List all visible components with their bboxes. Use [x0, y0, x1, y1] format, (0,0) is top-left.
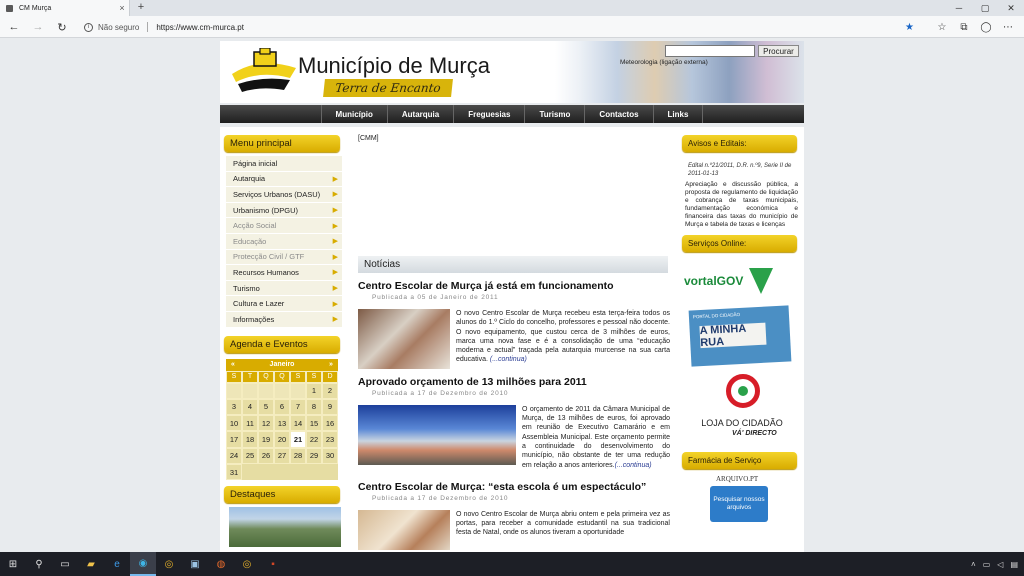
calendar-grid — [226, 371, 338, 481]
calendar-day[interactable]: 3 — [226, 399, 242, 415]
menu-item[interactable] — [226, 172, 342, 188]
calendar-day[interactable]: 23 — [322, 431, 338, 447]
calendar — [226, 359, 338, 481]
calendar-day[interactable]: 1 — [306, 383, 322, 399]
news-title: Notícias — [358, 256, 668, 273]
calendar-day[interactable]: 14 — [290, 415, 306, 431]
calendar-today[interactable]: 21 — [290, 431, 306, 447]
menu-item-label: Acção Social — [233, 221, 277, 231]
chevron-right-icon: ▶ — [332, 269, 338, 277]
article-body — [358, 309, 670, 365]
calendar-day[interactable]: 10 — [226, 415, 242, 431]
close-window-icon[interactable]: ✕ — [1007, 2, 1015, 13]
menu-item[interactable] — [226, 265, 342, 281]
article-date: Publicada a 17 de Dezembro de 2010 — [372, 389, 509, 397]
favicon-icon — [6, 5, 13, 12]
site-header — [220, 41, 804, 103]
news-article — [358, 372, 670, 470]
destaques-image[interactable] — [229, 507, 341, 547]
not-secure-label: Não seguro — [98, 22, 140, 32]
calendar-empty-cell — [290, 383, 306, 399]
menu-item[interactable] — [226, 250, 342, 266]
chevron-right-icon: ▶ — [332, 238, 338, 246]
calendar-day[interactable]: 8 — [306, 399, 322, 415]
chevron-right-icon: ▶ — [332, 175, 338, 183]
ie-icon[interactable]: e — [114, 558, 120, 570]
calendar-weekday: D — [322, 371, 338, 383]
calendar-day[interactable]: 24 — [226, 448, 242, 464]
calendar-day[interactable]: 27 — [274, 448, 290, 464]
calendar-day[interactable]: 31 — [226, 464, 242, 480]
article-body — [358, 405, 670, 470]
menu-item[interactable] — [226, 234, 342, 250]
calendar-weekday: Q — [274, 371, 290, 383]
calendar-day[interactable]: 15 — [306, 415, 322, 431]
vortal-v-icon — [749, 268, 773, 294]
volume-icon[interactable]: ◁ — [997, 559, 1004, 569]
minha-rua-text: A MINHA RUA — [699, 323, 766, 348]
va-directo-text: VÁ' DIRECTO — [732, 430, 777, 437]
menu-item[interactable] — [226, 187, 342, 203]
servicos-title: Serviços Online: — [682, 235, 797, 252]
search-icon[interactable]: ⚲ — [35, 558, 43, 570]
calendar-day[interactable]: 17 — [226, 431, 242, 447]
edital-reference[interactable]: Edital n.º21/2011, D.R. n.º9, Serie II de 2011-01-13 — [688, 163, 792, 177]
menu-item-label: Educação — [233, 236, 267, 246]
calendar-day[interactable]: 11 — [242, 415, 258, 431]
chevron-right-icon: ▶ — [332, 300, 338, 308]
app-icon[interactable]: ▣ — [190, 558, 200, 570]
right-column — [682, 135, 798, 522]
minha-rua-banner[interactable] — [689, 305, 792, 366]
agenda-title: Agenda e Eventos — [224, 336, 340, 353]
calendar-empty-cell — [242, 383, 258, 399]
news-article — [358, 280, 670, 365]
search-input[interactable] — [665, 45, 755, 57]
vortalgov-text: vortalGOV — [684, 274, 744, 288]
info-icon[interactable]: i — [84, 23, 93, 32]
article-text: O novo Centro Escolar de Murça recebeu esta terça-feira todos os alunos do 1.º Ciclo do concelho, professores e pessoal não docente. O novo equipamento, que custou cerca de 3 milhões de euros, marca uma nova fase e é a consolidação de uma “educação moderna e actual” traçada pela autarquia murcense na sua carta educativa. — [456, 310, 670, 364]
top-menu-freguesias[interactable]: Freguesias — [453, 105, 524, 123]
destaques-title: Destaques — [224, 486, 340, 503]
farmacia-title: Farmácia de Serviço — [682, 452, 797, 469]
article-date: Publicada a 05 de Janeiro de 2011 — [372, 294, 499, 301]
calendar-day[interactable]: 13 — [274, 415, 290, 431]
calendar-day[interactable]: 30 — [322, 448, 338, 464]
menu-item[interactable] — [226, 312, 342, 328]
menu-item[interactable] — [226, 218, 342, 234]
profile-icon[interactable]: ◯ — [980, 21, 992, 33]
collections-icon[interactable]: ⧉ — [960, 21, 968, 33]
chevron-right-icon: ▶ — [332, 253, 338, 261]
loja-cidadao-text: LOJA DO CIDADÃO — [701, 418, 783, 428]
new-tab-button[interactable]: + — [137, 1, 145, 13]
calendar-day[interactable]: 18 — [242, 431, 258, 447]
calendar-day[interactable]: 9 — [322, 399, 338, 415]
back-button[interactable]: ← — [8, 21, 20, 33]
chevron-right-icon: ▶ — [332, 316, 338, 324]
content-area — [220, 127, 804, 552]
minimize-icon[interactable]: ─ — [955, 3, 963, 13]
chevron-right-icon: ▶ — [332, 191, 338, 199]
loja-cidadao-banner[interactable] — [692, 374, 792, 444]
article-title[interactable]: Centro Escolar de Murça já está em funcionamento — [358, 280, 614, 292]
browser-tools — [934, 19, 1016, 35]
center-column — [358, 135, 670, 552]
arquivo-search-button[interactable]: Pesquisar nossos arquivos — [710, 486, 768, 522]
top-menu-municipio[interactable]: Município — [321, 105, 387, 123]
site-title: Município de Murça — [298, 53, 490, 78]
calendar-empty-cell — [258, 383, 274, 399]
forward-button[interactable]: → — [32, 21, 44, 33]
top-menu-autarquia[interactable]: Autarquia — [387, 105, 453, 123]
chevron-right-icon: ▶ — [332, 222, 338, 230]
article-thumbnail[interactable] — [358, 309, 450, 369]
calendar-day[interactable]: 26 — [258, 448, 274, 464]
calendar-header — [226, 359, 338, 371]
weather-link[interactable]: Meteorologia (ligação externa) — [620, 59, 708, 66]
calendar-day[interactable]: 7 — [290, 399, 306, 415]
edital-description: Apreciação e discussão pública, a proposta de regulamento de liquidação e cobrança de taxas municipais, fundamentação económica e financeira das taxas do município de Murça e tabela de taxas e licenças — [685, 181, 798, 228]
menu-item[interactable] — [226, 281, 342, 297]
calendar-day[interactable]: 25 — [242, 448, 258, 464]
calendar-weekday: T — [242, 371, 258, 383]
main-menu-title: Menu principal — [224, 135, 340, 152]
calendar-day[interactable]: 20 — [274, 431, 290, 447]
site-container — [220, 41, 804, 552]
calendar-weekday: Q — [258, 371, 274, 383]
main-menu — [226, 156, 342, 328]
calendar-day[interactable]: 4 — [242, 399, 258, 415]
more-menu-icon[interactable]: ⋯ — [1003, 21, 1013, 33]
top-menu-turismo[interactable]: Turismo — [524, 105, 584, 123]
calendar-prev-button[interactable]: « — [231, 361, 235, 369]
article-body — [358, 510, 670, 538]
calendar-weekday: S — [306, 371, 322, 383]
calendar-next-button[interactable]: » — [329, 361, 333, 369]
reload-button[interactable]: ↻ — [57, 21, 67, 34]
window-controls — [946, 0, 1024, 16]
top-menu — [220, 105, 804, 123]
avisos-title: Avisos e Editais: — [682, 135, 797, 152]
calendar-weekday: S — [226, 371, 242, 383]
article-thumbnail[interactable] — [358, 405, 516, 465]
slogan: Terra de Encanto — [323, 79, 453, 97]
favorite-star-icon[interactable]: ★ — [905, 21, 914, 33]
chevron-right-icon: ▶ — [332, 207, 338, 215]
arquivo-title: ARQUIVO.PT — [716, 475, 759, 483]
article-title[interactable]: Aprovado orçamento de 13 milhões para 2011 — [358, 375, 587, 388]
calendar-day[interactable]: 2 — [322, 383, 338, 399]
article-text: O novo Centro Escolar de Murça abriu ontem e pela primeira vez as portas, para receber a comunidade estudantil na sua tradicional festa de Natal, onde os alunos tiveram a oportunidade — [456, 510, 670, 537]
calendar-weekday: S — [290, 371, 306, 383]
menu-item-label: Autarquia — [233, 174, 266, 184]
taskbar — [0, 552, 1024, 576]
menu-item-label: Recursos Humanos — [233, 267, 299, 277]
menu-item-label: Página inicial — [233, 158, 278, 168]
calendar-day[interactable]: 6 — [274, 399, 290, 415]
network-icon[interactable]: ▭ — [982, 559, 991, 569]
edge-icon[interactable]: ◉ — [130, 552, 156, 576]
chrome-icon[interactable]: ◎ — [242, 558, 252, 570]
menu-item-label: Serviços Urbanos (DASU) — [233, 189, 321, 199]
close-tab-icon[interactable]: × — [119, 3, 125, 13]
article-text: O orçamento de 2011 da Câmara Municipal de Murça, de 13 milhões de euros, foi aprovado em reunião de Executivo Camarário e em Assembleia Municipal. Este orçamento permite a continuidade do desenvolvimento do município, não obstante de ter uma redução em relação a anos anteriores. — [522, 405, 670, 469]
menu-item[interactable] — [226, 156, 342, 172]
vortalgov-banner[interactable] — [684, 266, 798, 296]
top-menu-links[interactable]: Links — [653, 105, 704, 123]
calendar-empty-cell — [274, 383, 290, 399]
calendar-day[interactable]: 28 — [290, 448, 306, 464]
top-menu-contactos[interactable]: Contactos — [584, 105, 652, 123]
chevron-up-icon[interactable]: ˄ — [971, 559, 976, 569]
calendar-month: Janeiro — [269, 361, 295, 369]
favorites-icon[interactable]: ☆ — [937, 21, 947, 33]
cmm-label: [CMM] — [358, 135, 379, 142]
calendar-day[interactable]: 12 — [258, 415, 274, 431]
task-view-icon[interactable]: ▭ — [60, 558, 70, 570]
address-bar[interactable] — [76, 19, 920, 35]
address-toolbar — [0, 16, 1024, 38]
calendar-day[interactable]: 16 — [322, 415, 338, 431]
chrome-icon[interactable]: ◎ — [164, 558, 174, 570]
start-icon[interactable]: ⊞ — [8, 558, 18, 570]
url-text[interactable]: https://www.cm-murca.pt — [156, 22, 244, 32]
article-thumbnail[interactable] — [358, 510, 450, 550]
system-tray — [971, 552, 1018, 576]
tab-title: CM Murça — [19, 4, 52, 12]
murca-logo-icon[interactable] — [230, 48, 298, 94]
maximize-icon[interactable]: ▢ — [980, 2, 990, 13]
menu-item-label: Protecção Civil / GTF — [233, 252, 305, 262]
menu-item[interactable] — [226, 203, 342, 219]
article-title[interactable]: Centro Escolar de Murça: “esta escola é um espectáculo” — [358, 480, 647, 493]
firefox-icon[interactable]: ◍ — [216, 558, 226, 570]
article-date: Publicada a 17 de Dezembro de 2010 — [372, 494, 509, 502]
browser-tab[interactable] — [0, 0, 130, 16]
calendar-day[interactable]: 5 — [258, 399, 274, 415]
menu-item-label: Informações — [233, 314, 275, 324]
calendar-day[interactable]: 29 — [306, 448, 322, 464]
calendar-empty-cell — [226, 383, 242, 399]
notifications-icon[interactable]: ▤ — [1010, 559, 1018, 569]
menu-item-label: Cultura e Lazer — [233, 299, 285, 309]
news-article — [358, 477, 670, 538]
browser-tabbar — [0, 0, 1024, 16]
read-more-link[interactable]: (...continua) — [489, 356, 527, 364]
location-pin-icon — [726, 374, 760, 408]
url-separator — [147, 22, 148, 32]
calendar-day[interactable]: 22 — [306, 431, 322, 447]
read-more-link[interactable]: (...continua) — [614, 461, 652, 469]
portal-cidadao-text: PORTAL DO CIDADÃO — [692, 311, 741, 320]
chevron-right-icon: ▶ — [332, 285, 338, 293]
menu-item[interactable] — [226, 296, 342, 312]
menu-item-label: Turismo — [233, 283, 260, 293]
menu-item-label: Urbanismo (DPGU) — [233, 205, 299, 215]
calendar-day[interactable]: 19 — [258, 431, 274, 447]
search-button[interactable]: Procurar — [758, 45, 799, 57]
left-column — [224, 135, 344, 547]
file-explorer-icon[interactable]: ▰ — [87, 558, 95, 570]
powerpoint-icon[interactable]: ▪ — [271, 558, 275, 570]
page-viewport — [0, 38, 1024, 552]
